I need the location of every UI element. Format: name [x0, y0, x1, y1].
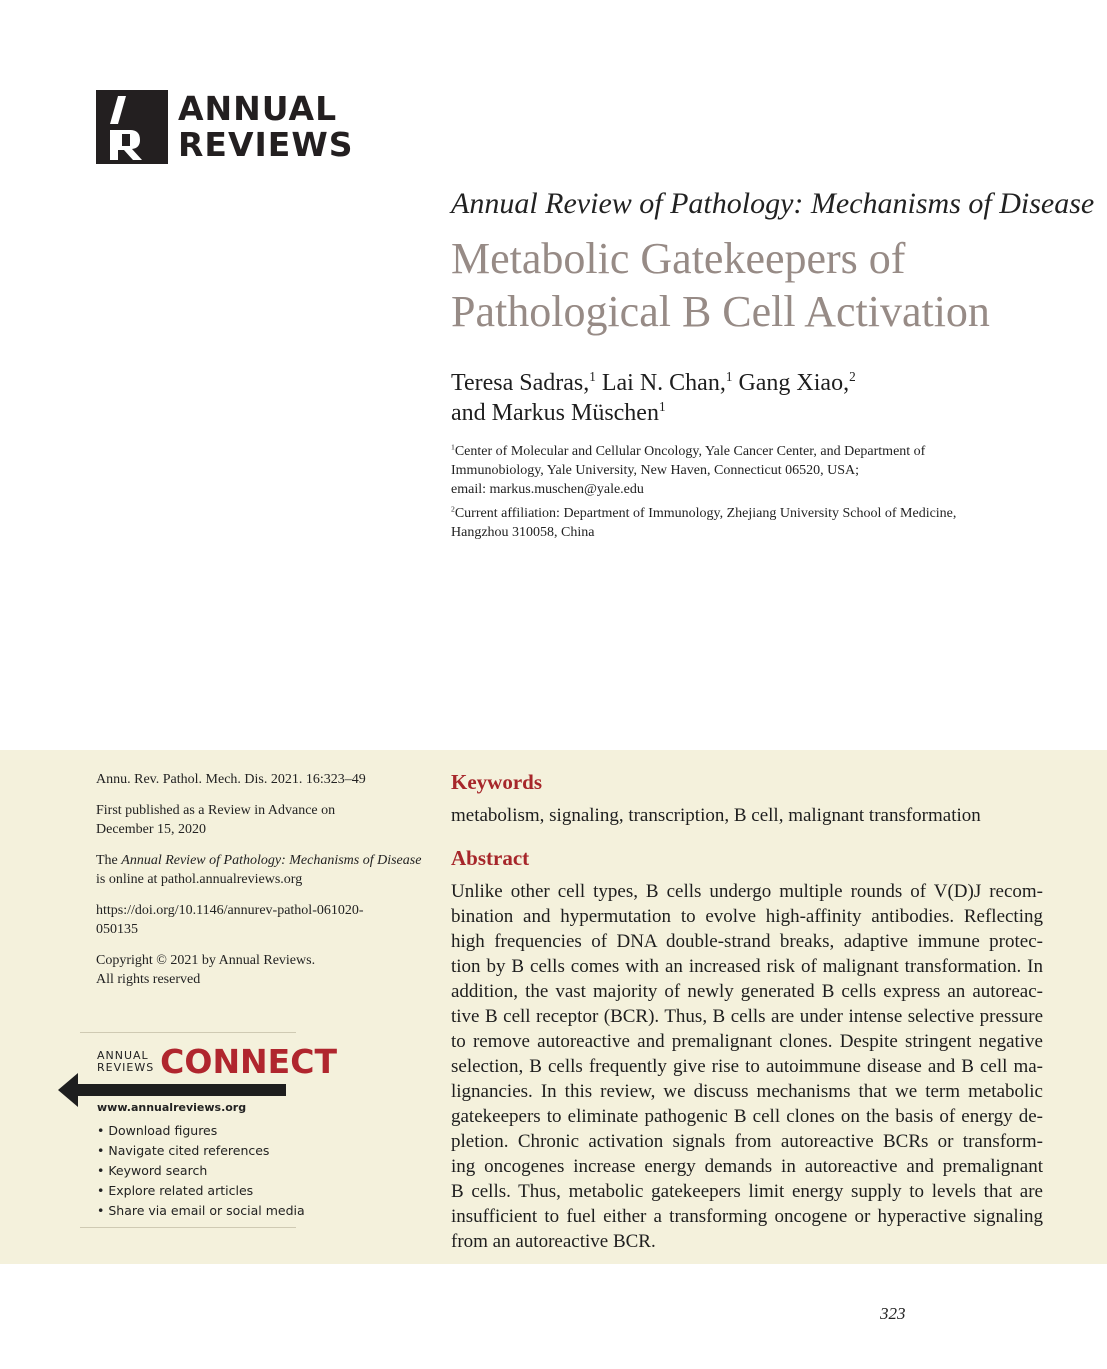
ar-logo-icon [96, 90, 168, 164]
author-list [451, 368, 1051, 428]
connect-small-annual: ANNUAL [97, 1049, 149, 1062]
abstract-line: selection, B cells frequently give rise to autoimmune disease and B cell ma- [451, 1056, 1043, 1077]
affiliation-2 [451, 504, 1031, 542]
affiliation-text: Current affiliation: Department of Immunology, Zhejiang University School of Medicine, [454, 506, 957, 521]
list-item: • Navigate cited references [97, 1141, 305, 1161]
article-title [451, 232, 1071, 338]
online-notice [96, 851, 431, 889]
abstract-line: lignancies. In this review, we discuss mechanisms that we term metabolic [451, 1081, 1043, 1102]
logo-wordmark [178, 91, 353, 163]
doi-line-2[interactable]: 050135 [96, 922, 138, 937]
list-item: • Explore related articles [97, 1181, 305, 1201]
affiliation-marker: 1 [658, 399, 666, 414]
first-published-line: First published as a Review in Advance on [96, 803, 336, 818]
abstract-line: bination and hypermutation to evolve high-affinity antibodies. Reflecting [451, 906, 1043, 927]
affiliation-1 [451, 442, 1031, 499]
affiliation-email[interactable]: email: markus.muschen@yale.edu [451, 482, 644, 497]
doi[interactable] [96, 901, 431, 939]
first-published-date: December 15, 2020 [96, 822, 207, 837]
abstract-line: tion by B cells comes with an increased risk of malignant transformation. In [451, 956, 1043, 977]
affiliation-marker: 2 [451, 504, 455, 514]
article-metadata [96, 770, 431, 1001]
abstract-line: insufficient to fuel either a transforming oncogene or hyperactive signaling [451, 1206, 1043, 1227]
affiliation-marker: 1 [589, 369, 596, 384]
abstract-line: B cells. Thus, metabolic gatekeepers limit energy supply to levels that are [451, 1181, 1043, 1202]
abstract-line: from an autoreactive BCR. [451, 1231, 656, 1252]
connect-header [97, 1042, 337, 1081]
copyright-line-2: All rights reserved [96, 972, 201, 987]
author-name: Teresa Sadras, [451, 370, 590, 396]
first-published [96, 801, 431, 839]
affiliation-line [451, 504, 1031, 523]
online-journal: Annual Review of Pathology: Mechanisms of Disease [121, 853, 422, 868]
online-url[interactable]: is online at pathol.annualreviews.org [96, 872, 303, 887]
citation: Annu. Rev. Pathol. Mech. Dis. 2021. 16:323–49 [96, 772, 366, 787]
abstract-line: ing oncogenes increase energy demands in autoreactive and premalignant [451, 1156, 1043, 1177]
affiliation-line [451, 442, 1031, 461]
author-name: and Markus Müschen [451, 400, 659, 426]
page-number: 323 [880, 1304, 906, 1323]
list-item: • Download figures [97, 1121, 305, 1141]
abstract-line: gatekeepers to eliminate pathogenic B cell clones on the basis of energy de- [451, 1106, 1043, 1127]
abstract-heading: Abstract [451, 846, 530, 870]
connect-small-reviews: REVIEWS [97, 1061, 155, 1074]
online-line-1 [96, 851, 431, 870]
online-prefix: The [96, 853, 122, 868]
affiliation-marker: 1 [451, 442, 455, 452]
connect-box[interactable] [80, 1032, 337, 1228]
affiliation-marker: 2 [849, 369, 856, 384]
affiliation-line: Hangzhou 310058, China [451, 525, 595, 540]
logo-line-reviews: REVIEWS [178, 125, 354, 164]
abstract-line: Unlike other cell types, B cells undergo multiple rounds of V(D)J recom- [451, 881, 1043, 902]
author-name: Gang Xiao, [732, 370, 850, 396]
keywords-heading: Keywords [451, 770, 542, 794]
affiliation-text: Center of Molecular and Cellular Oncology, Yale Cancer Center, and Department of [454, 444, 926, 459]
connect-small-wordmark [97, 1050, 154, 1074]
title-line-1: Metabolic Gatekeepers of [451, 234, 906, 283]
abstract-line: pletion. Chronic activation signals from autoreactive BCRs or transform- [451, 1131, 1043, 1152]
abstract-line: tive B cell receptor (BCR). Thus, B cells are under intense selective pressure [451, 1006, 1043, 1027]
list-item: • Share via email or social media [97, 1201, 305, 1221]
logo-line-annual: ANNUAL [178, 89, 338, 128]
doi-line-1[interactable]: https://doi.org/10.1146/annurev-pathol-061020- [96, 903, 364, 918]
abstract-line: to remove autoreactive and premalignant clones. Despite stringent negative [451, 1031, 1043, 1052]
author-line-2 [451, 398, 1051, 428]
copyright-line-1: Copyright © 2021 by Annual Reviews. [96, 953, 316, 968]
affiliation-line: Immunobiology, Yale University, New Haven, Connecticut 06520, USA; [451, 463, 860, 478]
list-item: • Keyword search [97, 1161, 305, 1181]
connect-wordmark: CONNECT [160, 1042, 337, 1081]
journal-name: Annual Review of Pathology: Mechanisms of Disease [451, 187, 1095, 220]
annual-reviews-logo [96, 90, 353, 164]
author-line-1 [451, 368, 1051, 398]
keywords-text: metabolism, signaling, transcription, B cell, malignant transformation [451, 805, 981, 826]
copyright [96, 951, 431, 989]
abstract-line: high frequencies of DNA double-strand breaks, adaptive immune protec- [451, 931, 1043, 952]
abstract-line: addition, the vast majority of newly generated B cells express an autoreac- [451, 981, 1043, 1002]
connect-feature-list [97, 1121, 305, 1221]
title-line-2: Pathological B Cell Activation [451, 287, 990, 336]
affiliation-marker: 1 [725, 369, 733, 384]
connect-url[interactable]: www.annualreviews.org [97, 1101, 247, 1114]
author-name: Lai N. Chan, [595, 370, 726, 396]
